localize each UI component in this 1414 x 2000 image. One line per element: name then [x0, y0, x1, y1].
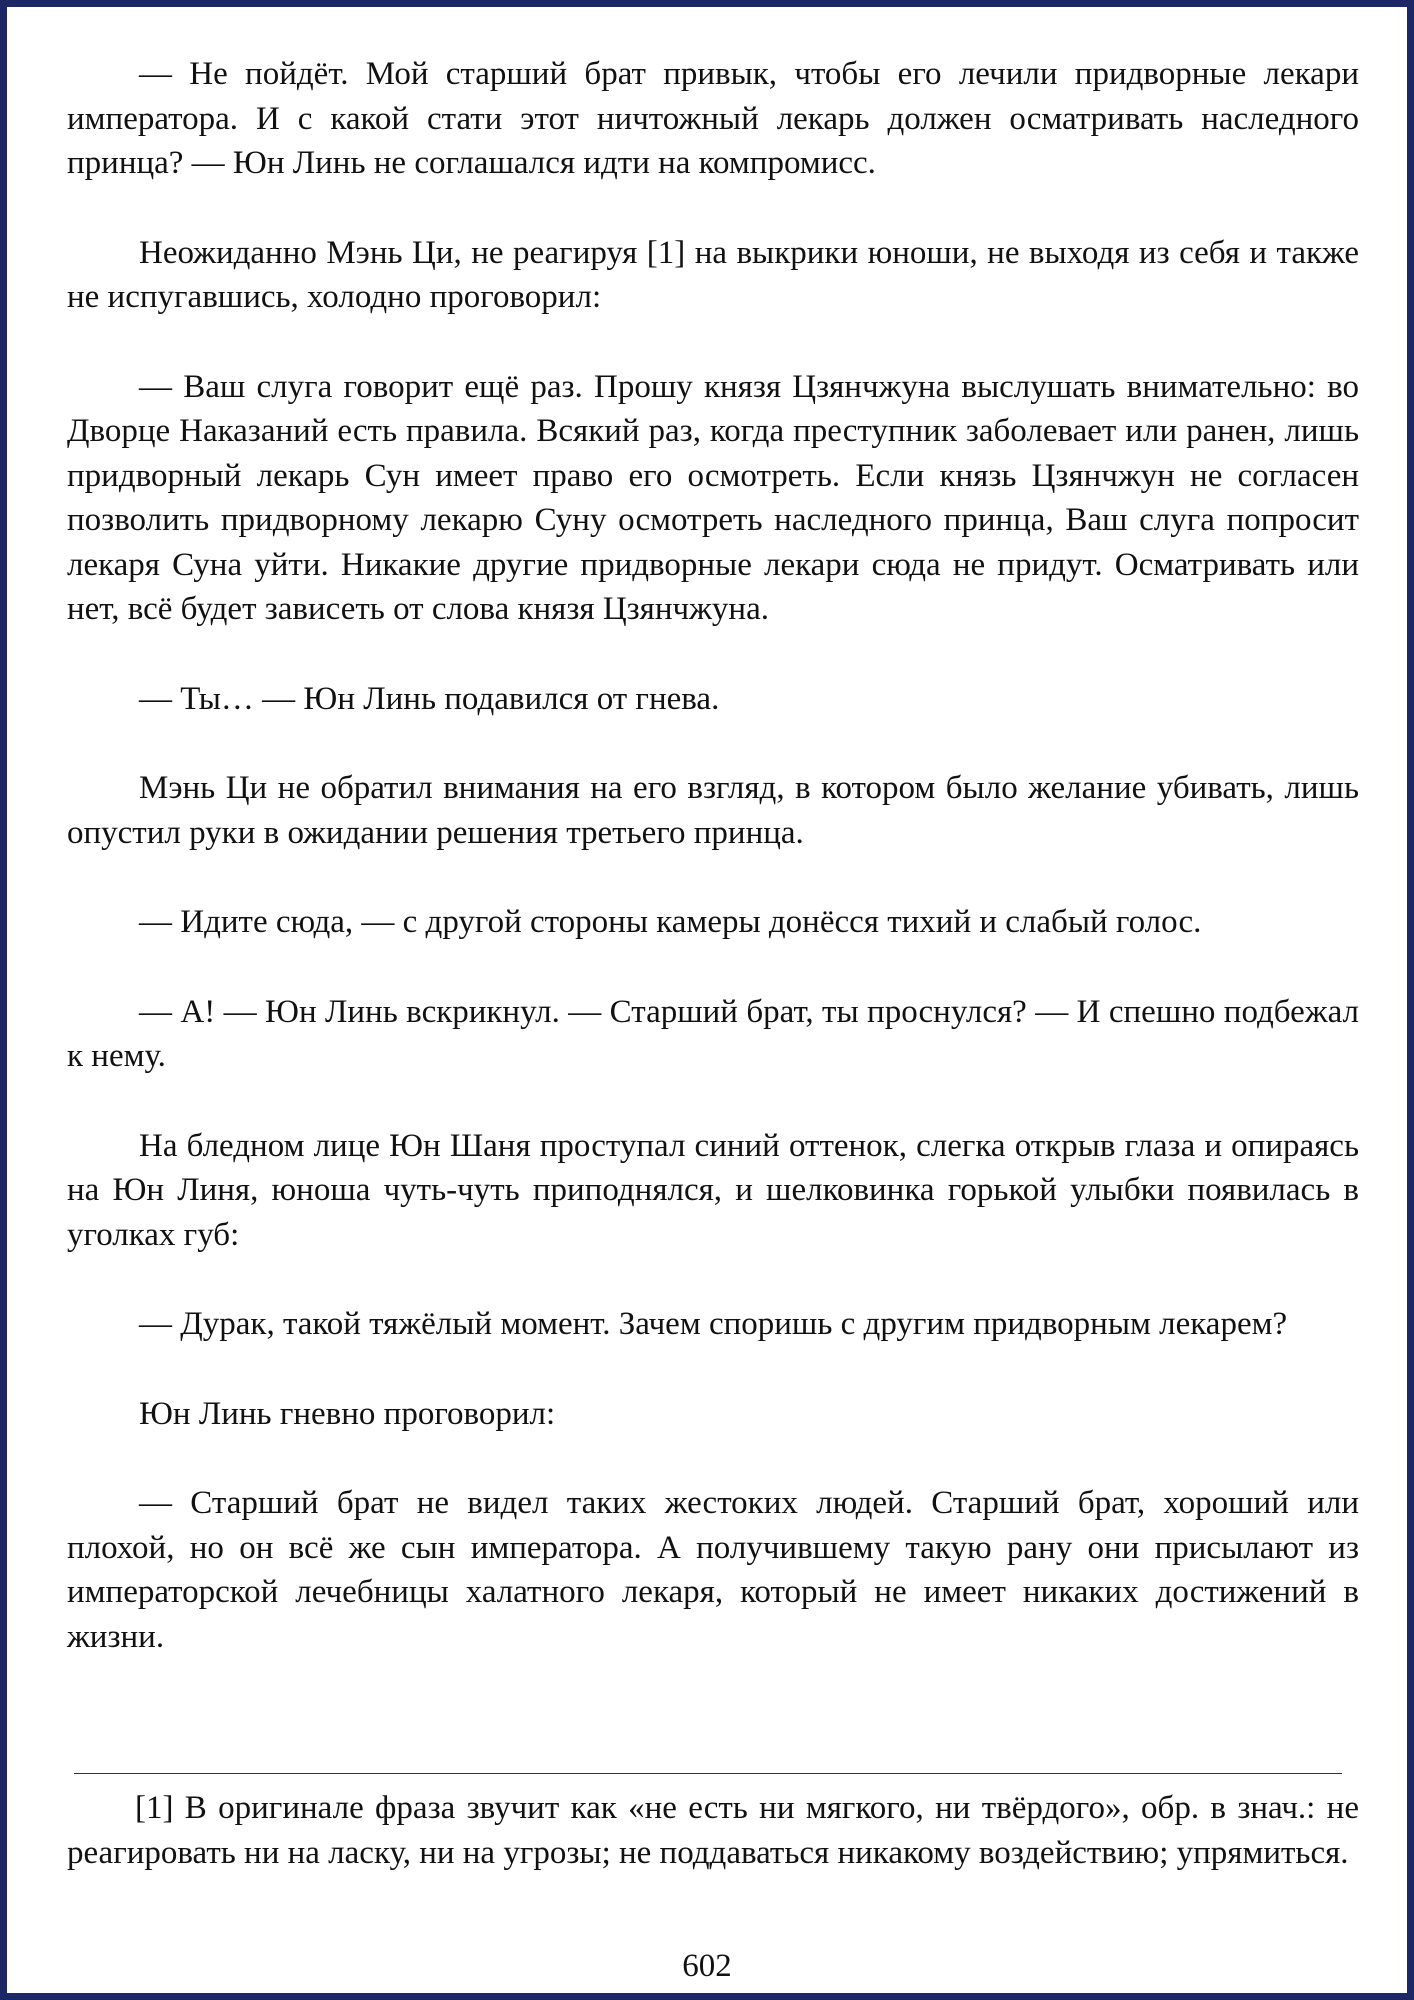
paragraph-11: — Старший брат не видел таких жестоких людей. Старший брат, хороший или плохой, но он всё же сын императора. А получившему такую рану они присылают из императорской лечебницы халатного лекаря, который не имеет никаких достижений в жизни.	[67, 1485, 1359, 1655]
paragraph-9: — Дурак, такой тяжёлый момент. Зачем споришь с другим придворным лекарем?	[139, 1306, 1288, 1342]
paragraph-3: — Ваш слуга говорит ещё раз. Прошу князя Цзянчжуна выслушать внимательно: во Дворце Наказаний есть правила. Всякий раз, когда преступник заболевает или ранен, лишь придворный лекарь Сун имеет право его осмотреть. Если князь Цзянчжун не согласен позволить придворному лекарю Суну осмотреть наследного принца, Ваш слуга попросит лекаря Суна уйти. Никакие другие придворные лекари сюда не придут. Осматривать или нет, всё будет зависеть от слова князя Цзянчжуна.	[67, 368, 1359, 627]
body-text	[67, 52, 1359, 1659]
paragraph-5: Мэнь Ци не обратил внимания на его взгляд, в котором было желание убивать, лишь опустил руки в ожидании решения третьего принца.	[67, 770, 1359, 851]
paragraph-4: — Ты… — Юн Линь подавился от гнева.	[139, 680, 720, 717]
paragraph-2-start: Неожиданно Мэнь Ци, не реагируя	[139, 234, 647, 271]
paragraph-2-end: на выкрики юноши, не выходя из себя и также не испугавшись, холодно проговорил:	[67, 234, 1360, 315]
paragraph-6: — Идите сюда, — с другой стороны камеры донёсся тихий и слабый голос.	[139, 904, 1202, 940]
paragraph-1: — Не пойдёт. Мой старший брат привык, чтобы его лечили придворные лекари императора. И с какой стати этот ничтожный лекарь должен осматривать наследного принца? — Юн Линь не соглашался идти на компромисс.	[67, 56, 1359, 181]
footnote-reference[interactable]: [1]	[646, 234, 686, 271]
paragraph-7: — А! — Юн Линь вскрикнул. — Старший брат, ты проснулся? — И спешно подбежал к нему.	[67, 993, 1359, 1074]
paragraph-8: На бледном лице Юн Шаня проступал синий оттенок, слегка открыв глаза и опираясь на Юн Линя, юноша чуть-чуть приподнялся, и шелковинка горькой улыбки появилась в уголках губ:	[67, 1127, 1359, 1253]
paragraph-2	[67, 231, 1359, 320]
page-number: 602	[682, 1948, 732, 1984]
paragraph-10: Юн Линь гневно проговорил:	[139, 1395, 556, 1432]
footnote: [1] В оригинале фраза звучит как «не есть ни мягкого, ни твёрдого», обр. в знач.: не реагировать ни на ласку, ни на угрозы; не поддаваться никакому воздействию; упрямиться.	[67, 1790, 1359, 1871]
footnote-divider	[74, 1773, 1342, 1774]
